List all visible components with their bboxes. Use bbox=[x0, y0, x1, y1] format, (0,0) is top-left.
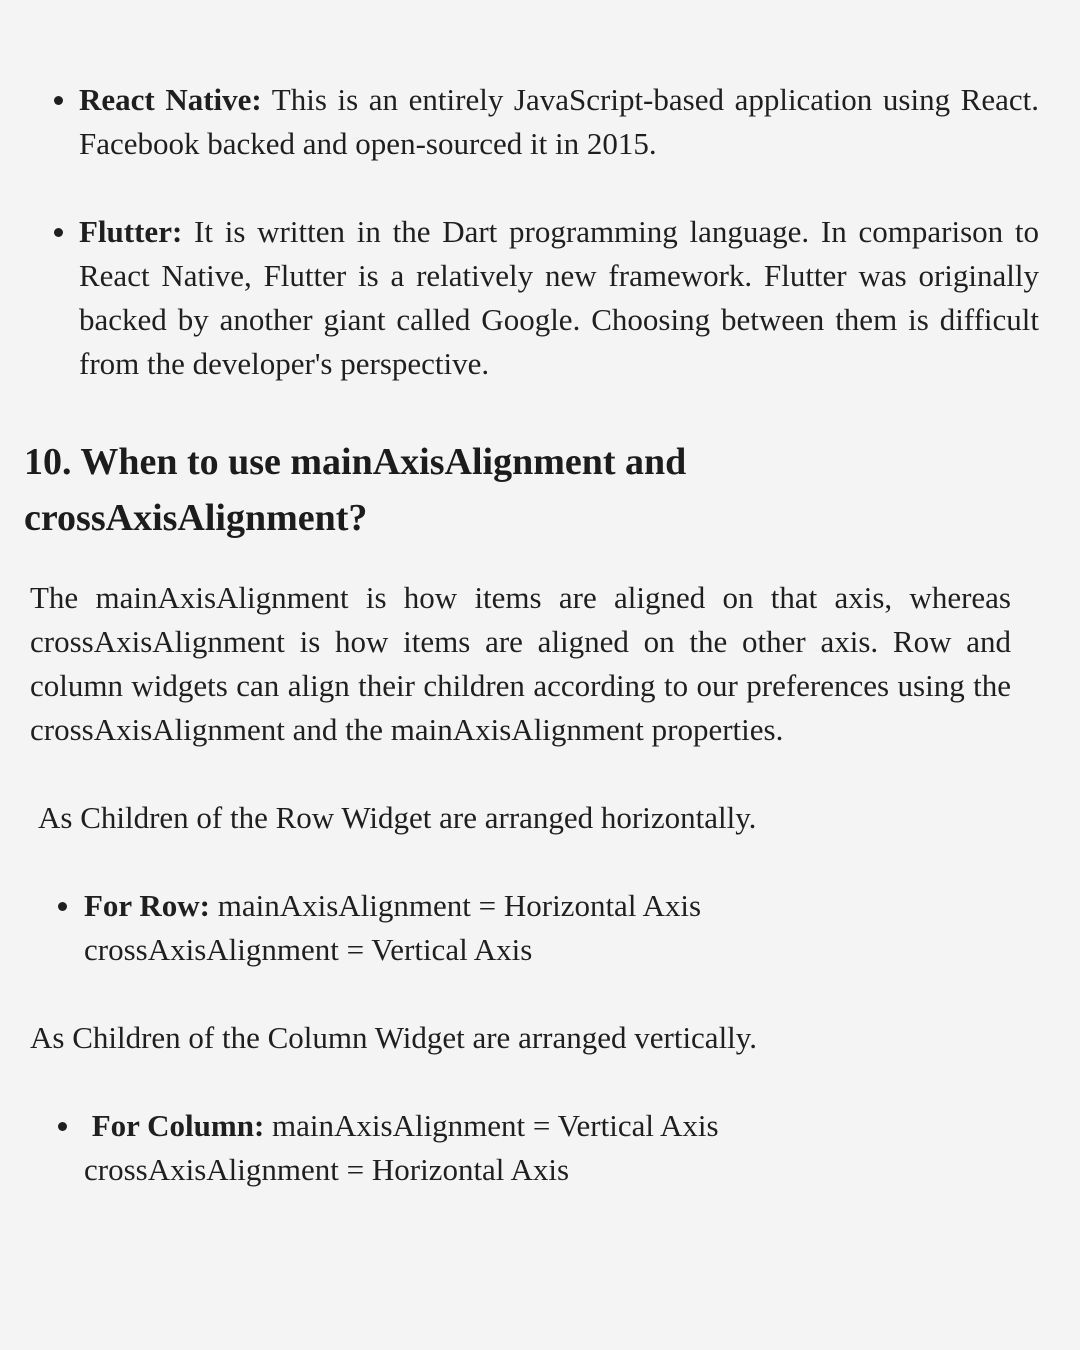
heading-line-2: crossAxisAlignment? bbox=[24, 497, 368, 539]
bullet-dot-icon bbox=[54, 96, 63, 105]
bullet-dot-icon bbox=[58, 1122, 67, 1131]
column-note: As Children of the Column Widget are arranged vertically. bbox=[30, 1020, 758, 1055]
body-paragraph: The mainAxisAlignment is how items are aligned on that axis, whereas crossAxisAlignment is how items are aligned on the other axis. Row and column widgets can align their children according to our preferences using the crossAxisAlignment and the mainAxisAlignment properties. bbox=[30, 580, 1011, 747]
bullet-flutter bbox=[79, 210, 1039, 386]
bullet-line-2: crossAxisAlignment = Vertical Axis bbox=[84, 932, 533, 967]
bullet-line-1: mainAxisAlignment = Vertical Axis bbox=[272, 1108, 719, 1143]
bullet-term: React Native: bbox=[79, 82, 262, 117]
bullet-term: For Row: bbox=[84, 888, 210, 923]
bullet-dot-icon bbox=[58, 902, 67, 911]
bullet-line-1: mainAxisAlignment = Horizontal Axis bbox=[217, 888, 702, 923]
bullet-text: It is written in the Dart programming language. In comparison to React Native, Flutter is a relatively new framework. Flutter was originally backed by another giant called Google. Choosing between them is difficult from the developer's perspective. bbox=[79, 214, 1040, 381]
heading-line-1: 10. When to use mainAxisAlignment and bbox=[24, 441, 687, 483]
section-heading bbox=[24, 434, 1054, 546]
bullet-dot-icon bbox=[54, 228, 63, 237]
row-note: As Children of the Row Widget are arranged horizontally. bbox=[38, 800, 757, 835]
bullet-for-column bbox=[84, 1104, 719, 1192]
bullet-term: For Column: bbox=[91, 1108, 265, 1143]
bullet-react-native bbox=[79, 78, 1039, 166]
bullet-term: Flutter: bbox=[79, 214, 183, 249]
bullet-line-2: crossAxisAlignment = Horizontal Axis bbox=[84, 1152, 570, 1187]
bullet-for-row bbox=[84, 884, 701, 972]
bullet-text: This is an entirely JavaScript-based application using React. Facebook backed and open-sourced it in 2015. bbox=[79, 82, 1039, 161]
